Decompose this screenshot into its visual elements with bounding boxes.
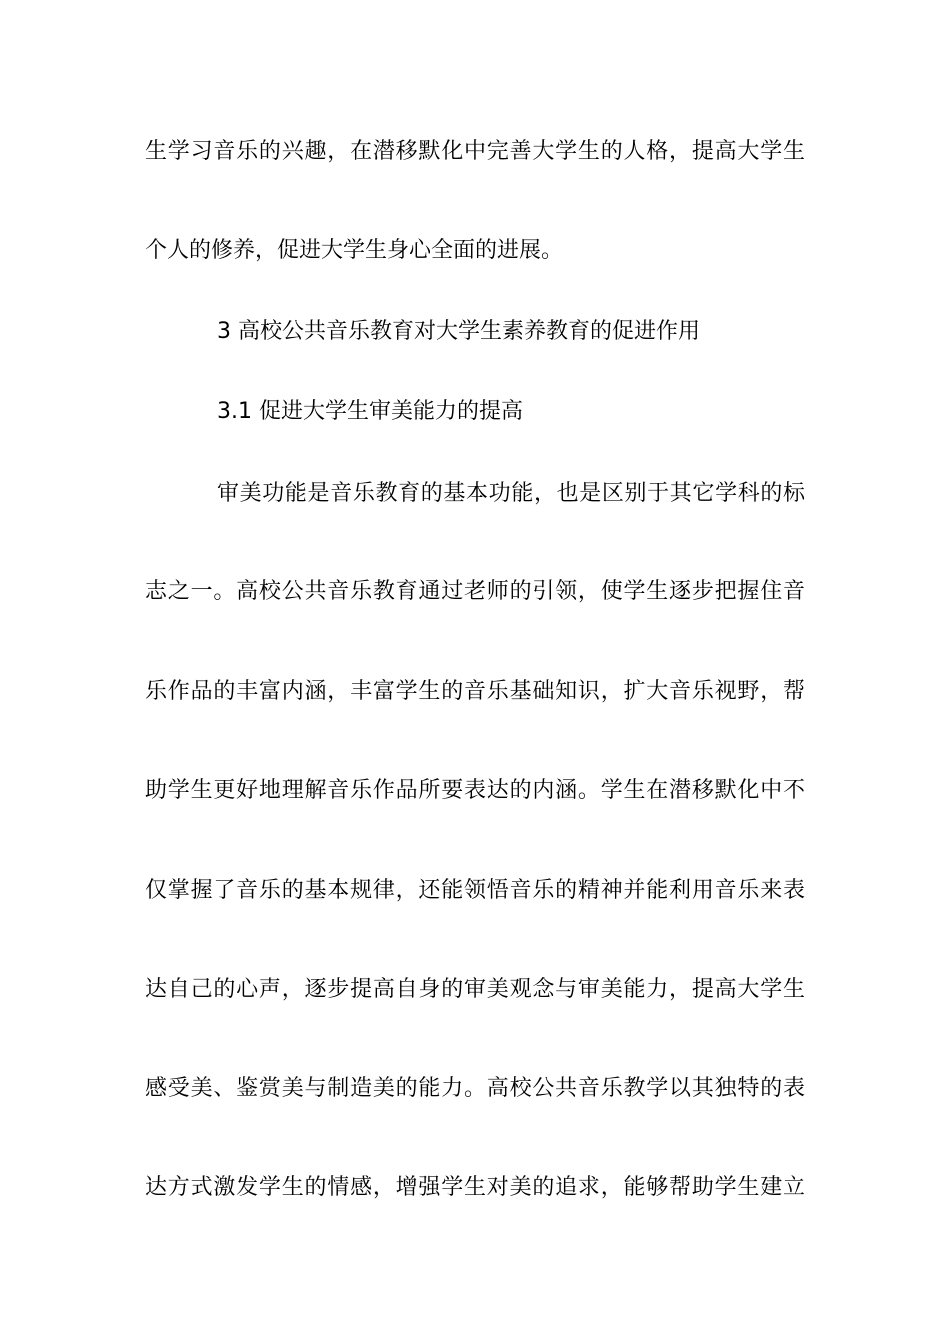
- paragraph-line: 达方式激发学生的情感，增强学生对美的追求，能够帮助学生建立: [145, 1175, 805, 1200]
- paragraph-line: 审美功能是音乐教育的基本功能，也是区别于其它学科的标: [217, 481, 805, 506]
- subsection-heading: 3.1 促进大学生审美能力的提高: [217, 399, 523, 424]
- paragraph-line: 达自己的心声，逐步提高自身的审美观念与审美能力，提高大学生: [145, 977, 805, 1002]
- text-line: 个人的修养，促进大学生身心全面的进展。: [145, 238, 564, 263]
- paragraph-line: 志之一。高校公共音乐教育通过老师的引领，使学生逐步把握住音: [145, 579, 805, 604]
- paragraph-line: 仅掌握了音乐的基本规律，还能领悟音乐的精神并能利用音乐来表: [145, 878, 805, 903]
- paragraph-line: 助学生更好地理解音乐作品所要表达的内涵。学生在潜移默化中不: [145, 778, 805, 803]
- paragraph-line: 乐作品的丰富内涵，丰富学生的音乐基础知识，扩大音乐视野，帮: [145, 679, 805, 704]
- paragraph-line: 感受美、鉴赏美与制造美的能力。高校公共音乐教学以其独特的表: [145, 1076, 805, 1101]
- section-heading: 3 高校公共音乐教育对大学生素养教育的促进作用: [217, 319, 700, 344]
- text-line: 生学习音乐的兴趣，在潜移默化中完善大学生的人格，提高大学生: [145, 139, 805, 164]
